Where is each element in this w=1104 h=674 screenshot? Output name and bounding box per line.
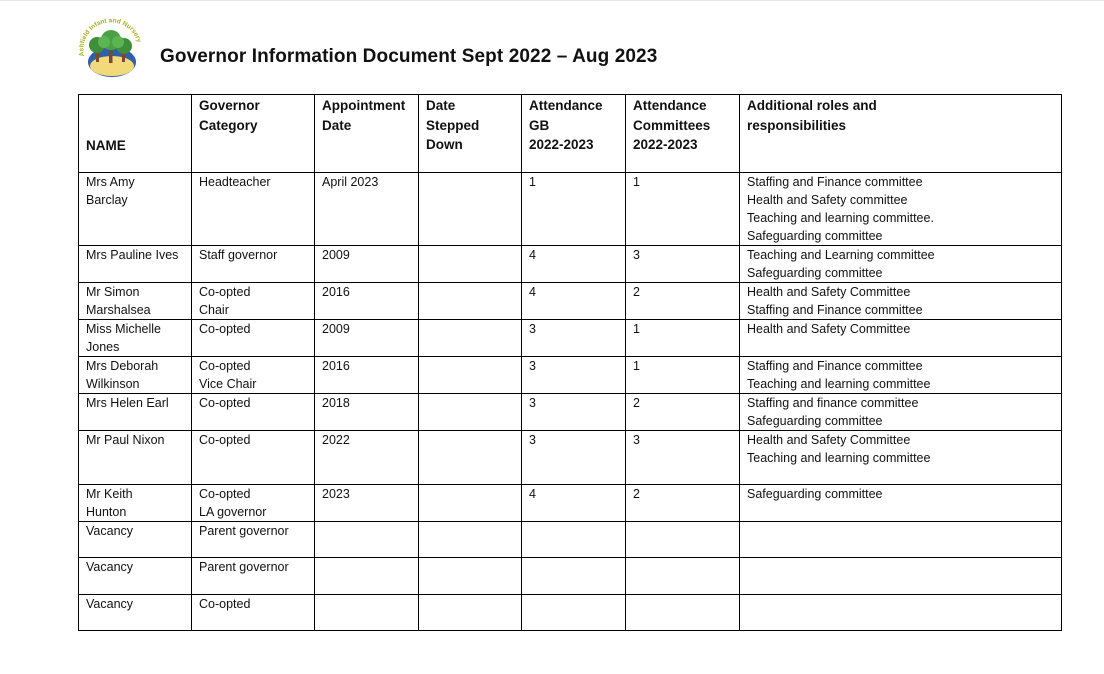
category-line: Headteacher [199, 175, 271, 189]
roles-line: Health and Safety Committee [747, 433, 911, 447]
name-line: Barclay [86, 193, 128, 207]
attendance-committees-cell [626, 485, 740, 522]
category-cell [192, 357, 315, 394]
attendance-committees-value: 1 [633, 322, 640, 336]
name-line: Miss Michelle [86, 322, 162, 336]
attendance-gb-value: 1 [529, 175, 536, 189]
name-line: Marshalsea [86, 303, 151, 317]
attendance-committees-value: 2 [633, 285, 640, 299]
name-line: Mrs Pauline Ives [86, 248, 179, 262]
name-cell [79, 558, 192, 595]
category-line: Co-opted [199, 433, 251, 447]
attendance-gb-value: 3 [529, 433, 536, 447]
date-stepped-down-cell [419, 522, 522, 558]
table-row [79, 522, 1062, 558]
name-cell [79, 173, 192, 246]
roles-line: Safeguarding committee [747, 487, 883, 501]
date-stepped-down-cell [419, 246, 522, 283]
category-line: Co-opted [199, 359, 251, 373]
attendance-gb-cell [522, 394, 626, 431]
table-row [79, 595, 1062, 631]
table-body [79, 173, 1062, 631]
category-line: Parent governor [199, 524, 289, 538]
date-stepped-down-cell [419, 595, 522, 631]
attendance-committees-cell [626, 320, 740, 357]
header-line: Down [426, 137, 463, 152]
header-line: Governor [199, 98, 260, 113]
appointment-date-cell [315, 320, 419, 357]
attendance-gb-cell [522, 283, 626, 320]
attendance-committees-cell [626, 246, 740, 283]
header-attendance-committees [626, 95, 740, 173]
attendance-committees-value: 1 [633, 175, 640, 189]
roles-line: Teaching and Learning committee [747, 248, 935, 262]
table-row [79, 431, 1062, 485]
category-cell [192, 558, 315, 595]
name-line: Vacancy [86, 524, 134, 538]
attendance-committees-cell [626, 558, 740, 595]
category-cell [192, 394, 315, 431]
header-line: GB [529, 117, 550, 133]
attendance-gb-cell [522, 320, 626, 357]
header-line: Committees [633, 117, 711, 133]
attendance-gb-cell [522, 485, 626, 522]
date-stepped-down-cell [419, 394, 522, 431]
table-row [79, 173, 1062, 246]
attendance-committees-value: 2 [633, 487, 640, 501]
category-line: Co-opted [199, 396, 251, 410]
school-logo-icon [76, 18, 146, 80]
appointment-date-value: April 2023 [322, 175, 379, 189]
roles-cell [740, 283, 1062, 320]
roles-cell [740, 357, 1062, 394]
table-row [79, 394, 1062, 431]
category-line: Co-opted [199, 322, 251, 336]
category-line: Staff governor [199, 248, 278, 262]
appointment-date-cell [315, 595, 419, 631]
attendance-gb-cell [522, 558, 626, 595]
appointment-date-cell [315, 485, 419, 522]
date-stepped-down-cell [419, 173, 522, 246]
table-header-row [79, 95, 1062, 173]
table-row [79, 558, 1062, 595]
category-cell [192, 173, 315, 246]
appointment-date-value: 2022 [322, 433, 350, 447]
appointment-date-value: 2016 [322, 359, 350, 373]
roles-line: Teaching and learning committee. [747, 211, 934, 225]
category-cell [192, 283, 315, 320]
name-cell [79, 522, 192, 558]
appointment-date-value: 2016 [322, 285, 350, 299]
category-line: Co-opted [199, 487, 251, 501]
roles-line: Safeguarding committee [747, 266, 883, 280]
header-line: Date [426, 98, 456, 113]
roles-line: Staffing and Finance committee [747, 175, 923, 189]
header-name [79, 95, 192, 173]
appointment-date-cell [315, 558, 419, 595]
category-cell [192, 246, 315, 283]
appointment-date-value: 2009 [322, 322, 350, 336]
table-row [79, 485, 1062, 522]
header-line: Attendance [529, 98, 603, 113]
appointment-date-cell [315, 394, 419, 431]
header-line: 2022-2023 [633, 137, 698, 152]
attendance-committees-value: 3 [633, 433, 640, 447]
header-appointment-date [315, 95, 419, 173]
attendance-gb-cell [522, 173, 626, 246]
name-line: Mr Simon [86, 285, 140, 299]
name-cell [79, 283, 192, 320]
category-cell [192, 431, 315, 485]
category-cell [192, 595, 315, 631]
header-line: 2022-2023 [529, 137, 594, 152]
name-line: Mrs Amy [86, 175, 135, 189]
name-line: Hunton [86, 505, 127, 519]
appointment-date-cell [315, 173, 419, 246]
svg-text:Ashfield Infant and Nursery Sc: Ashfield Infant and Nursery [78, 18, 143, 57]
governor-table [78, 94, 1062, 631]
attendance-committees-cell [626, 357, 740, 394]
date-stepped-down-cell [419, 320, 522, 357]
roles-cell [740, 522, 1062, 558]
name-cell [79, 485, 192, 522]
date-stepped-down-cell [419, 558, 522, 595]
header-line: Additional roles and [747, 98, 877, 113]
roles-cell [740, 431, 1062, 485]
attendance-gb-value: 3 [529, 396, 536, 410]
roles-line: Health and Safety Committee [747, 285, 911, 299]
roles-cell [740, 394, 1062, 431]
name-cell [79, 320, 192, 357]
attendance-gb-cell [522, 595, 626, 631]
appointment-date-cell [315, 246, 419, 283]
table-row [79, 357, 1062, 394]
attendance-gb-value: 4 [529, 487, 536, 501]
attendance-committees-value: 1 [633, 359, 640, 373]
header-line: Attendance [633, 98, 707, 113]
name-line: Mr Paul Nixon [86, 433, 165, 447]
header-line: Date [322, 117, 352, 133]
attendance-gb-value: 4 [529, 248, 536, 262]
category-line: LA governor [199, 505, 267, 519]
name-line: Wilkinson [86, 377, 140, 391]
name-cell [79, 431, 192, 485]
roles-cell [740, 320, 1062, 357]
category-cell [192, 522, 315, 558]
roles-line: Teaching and learning committee [747, 451, 931, 465]
roles-line: Staffing and Finance committee [747, 303, 923, 317]
attendance-committees-cell [626, 283, 740, 320]
attendance-committees-cell [626, 522, 740, 558]
name-line: Mr Keith [86, 487, 133, 501]
header-line: responsibilities [747, 117, 847, 133]
attendance-committees-cell [626, 431, 740, 485]
name-line: Mrs Deborah [86, 359, 159, 373]
appointment-date-value: 2018 [322, 396, 350, 410]
appointment-date-cell [315, 431, 419, 485]
attendance-gb-value: 3 [529, 322, 536, 336]
header-line: Appointment [322, 98, 406, 113]
roles-cell [740, 595, 1062, 631]
attendance-gb-cell [522, 246, 626, 283]
appointment-date-value: 2009 [322, 248, 350, 262]
roles-line: Staffing and Finance committee [747, 359, 923, 373]
date-stepped-down-cell [419, 357, 522, 394]
appointment-date-value: 2023 [322, 487, 350, 501]
name-cell [79, 394, 192, 431]
name-cell [79, 595, 192, 631]
roles-line: Health and Safety Committee [747, 322, 911, 336]
name-cell [79, 357, 192, 394]
table-row [79, 320, 1062, 357]
name-cell [79, 246, 192, 283]
roles-cell [740, 246, 1062, 283]
attendance-committees-cell [626, 394, 740, 431]
category-line: Chair [199, 303, 229, 317]
header-line: Stepped [426, 117, 480, 133]
table-row [79, 283, 1062, 320]
header-line: NAME [86, 137, 126, 153]
roles-line: Health and Safety committee [747, 193, 908, 207]
header-additional-roles [740, 95, 1062, 173]
attendance-gb-value: 3 [529, 359, 536, 373]
roles-cell [740, 558, 1062, 595]
attendance-committees-cell [626, 595, 740, 631]
attendance-committees-value: 2 [633, 396, 640, 410]
page-top-border [0, 0, 1104, 1]
attendance-committees-value: 3 [633, 248, 640, 262]
document-title: Governor Information Document Sept 2022 – Aug 2023 [160, 46, 658, 67]
attendance-gb-cell [522, 431, 626, 485]
header-date-stepped-down [419, 95, 522, 173]
appointment-date-cell [315, 357, 419, 394]
name-line: Vacancy [86, 560, 134, 574]
roles-line: Safeguarding committee [747, 229, 883, 243]
name-line: Vacancy [86, 597, 134, 611]
roles-line: Staffing and finance committee [747, 396, 919, 410]
roles-cell [740, 485, 1062, 522]
category-line: Vice Chair [199, 377, 257, 391]
category-line: Co-opted [199, 597, 251, 611]
name-line: Mrs Helen Earl [86, 396, 169, 410]
date-stepped-down-cell [419, 431, 522, 485]
appointment-date-cell [315, 283, 419, 320]
appointment-date-cell [315, 522, 419, 558]
category-cell [192, 320, 315, 357]
attendance-committees-cell [626, 173, 740, 246]
table-row [79, 246, 1062, 283]
attendance-gb-cell [522, 522, 626, 558]
date-stepped-down-cell [419, 283, 522, 320]
header-governor-category [192, 95, 315, 173]
attendance-gb-cell [522, 357, 626, 394]
attendance-gb-value: 4 [529, 285, 536, 299]
roles-line: Teaching and learning committee [747, 377, 931, 391]
header-attendance-gb [522, 95, 626, 173]
category-cell [192, 485, 315, 522]
header-line: Category [199, 117, 258, 133]
roles-line: Safeguarding committee [747, 414, 883, 428]
date-stepped-down-cell [419, 485, 522, 522]
roles-cell [740, 173, 1062, 246]
category-line: Co-opted [199, 285, 251, 299]
name-line: Jones [86, 340, 120, 354]
category-line: Parent governor [199, 560, 289, 574]
